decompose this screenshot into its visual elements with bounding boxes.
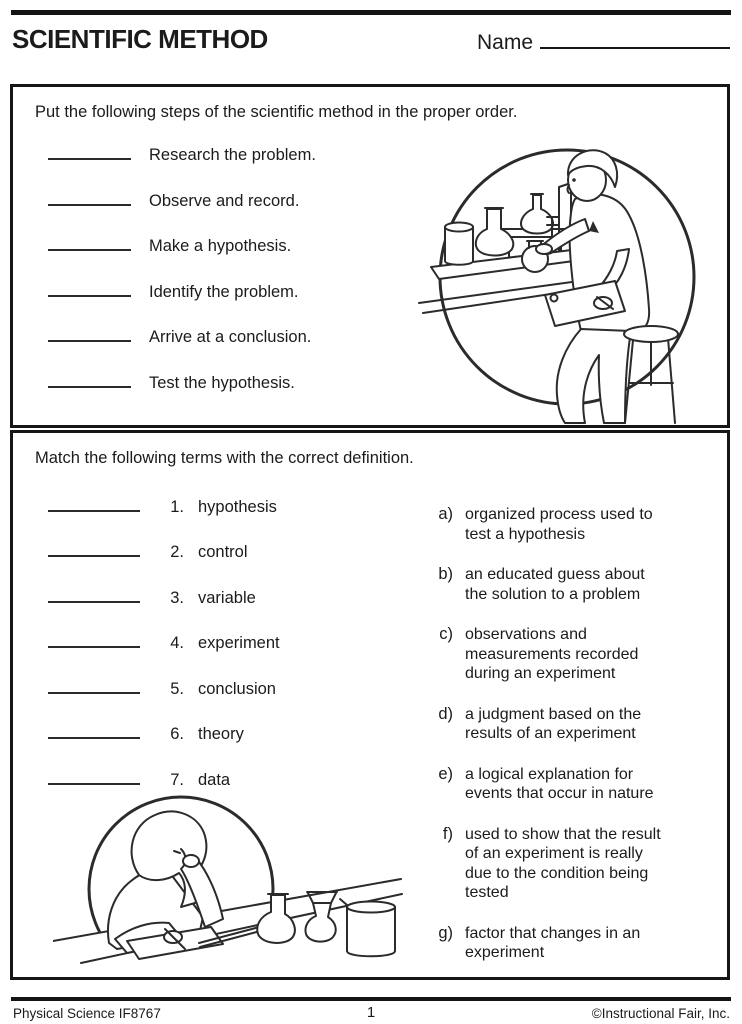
definition-letter: f) — [442, 824, 453, 843]
answer-blank[interactable] — [48, 586, 140, 603]
answer-blank[interactable] — [48, 540, 140, 557]
term-row — [48, 722, 244, 743]
answer-blank[interactable] — [48, 722, 140, 739]
definition-item — [425, 505, 687, 544]
definition-letter: a) — [438, 505, 453, 523]
step-label: Test the hypothesis. — [149, 374, 295, 392]
term-number: 7. — [170, 771, 184, 789]
step-row — [48, 325, 311, 346]
step-row — [48, 143, 316, 164]
page-number: 1 — [366, 1004, 376, 1021]
step-row — [48, 371, 295, 392]
answer-blank[interactable] — [48, 234, 131, 251]
footer-divider-rule — [11, 997, 731, 1001]
definition-text: a logical explanation for events that occur in nature — [465, 765, 654, 802]
term-row — [48, 586, 256, 607]
answer-blank[interactable] — [48, 143, 131, 160]
definition-item — [425, 625, 687, 684]
step-label: Arrive at a conclusion. — [149, 328, 312, 346]
student-writing-illustration — [53, 791, 403, 973]
definition-text: an educated guess about the solution to a problem — [465, 566, 645, 603]
term-label: conclusion — [198, 680, 276, 698]
step-label: Make a hypothesis. — [149, 237, 292, 255]
term-number: 5. — [170, 680, 184, 698]
definitions-list — [425, 505, 687, 984]
definition-text: observations and measurements recorded during an experiment — [465, 626, 639, 682]
term-number: 4. — [170, 634, 184, 652]
term-label: theory — [198, 725, 244, 743]
definition-item — [425, 924, 687, 963]
term-row — [48, 768, 230, 789]
ordering-section — [10, 84, 730, 428]
copyright-label: ©Instructional Fair, Inc. — [591, 1006, 730, 1021]
name-field — [477, 29, 730, 55]
series-label: Physical Science IF8767 — [13, 1006, 161, 1021]
answer-blank[interactable] — [48, 631, 140, 648]
definition-letter: d) — [438, 704, 453, 723]
term-label: control — [198, 543, 248, 561]
step-row — [48, 189, 299, 210]
term-row — [48, 495, 277, 516]
name-input-line[interactable] — [540, 29, 730, 49]
step-label: Research the problem. — [149, 146, 316, 164]
answer-blank[interactable] — [48, 280, 131, 297]
scientist-at-lab-bench-illustration — [417, 133, 717, 425]
page-title: SCIENTIFIC METHOD — [12, 24, 268, 54]
term-label: data — [198, 771, 231, 789]
top-divider-rule — [11, 10, 731, 15]
term-row — [48, 631, 280, 652]
answer-blank[interactable] — [48, 677, 140, 694]
name-label: Name — [477, 31, 534, 54]
step-label: Observe and record. — [149, 192, 300, 210]
definition-text: organized process used to test a hypothesis — [465, 506, 653, 543]
answer-blank[interactable] — [48, 495, 140, 512]
matching-section — [10, 430, 730, 980]
definition-item — [425, 765, 687, 804]
definition-letter: g) — [438, 923, 453, 942]
term-label: variable — [198, 589, 256, 607]
term-label: experiment — [198, 634, 280, 652]
definition-letter: c) — [439, 625, 453, 643]
term-number: 1. — [170, 498, 184, 516]
definition-item — [425, 705, 687, 744]
term-number: 3. — [170, 589, 184, 607]
definition-item — [425, 825, 687, 903]
step-row — [48, 280, 299, 301]
step-label: Identify the problem. — [149, 283, 299, 301]
matching-prompt: Match the following terms with the correct definition. — [35, 449, 414, 467]
answer-blank[interactable] — [48, 371, 131, 388]
answer-blank[interactable] — [48, 189, 131, 206]
term-label: hypothesis — [198, 498, 277, 516]
term-number: 6. — [170, 725, 184, 743]
definition-letter: b) — [438, 565, 453, 583]
definition-text: factor that changes in an experiment — [465, 924, 641, 961]
answer-blank[interactable] — [48, 768, 140, 785]
step-row — [48, 234, 291, 255]
term-row — [48, 677, 276, 698]
definition-letter: e) — [438, 764, 453, 783]
term-row — [48, 540, 248, 561]
definition-text: used to show that the result of an experiment is really due to the condition being tested — [465, 825, 661, 901]
ordering-prompt: Put the following steps of the scientific method in the proper order. — [35, 103, 518, 121]
definition-item — [425, 565, 687, 604]
answer-blank[interactable] — [48, 325, 131, 342]
term-number: 2. — [170, 543, 184, 561]
definition-text: a judgment based on the results of an experiment — [465, 705, 642, 742]
